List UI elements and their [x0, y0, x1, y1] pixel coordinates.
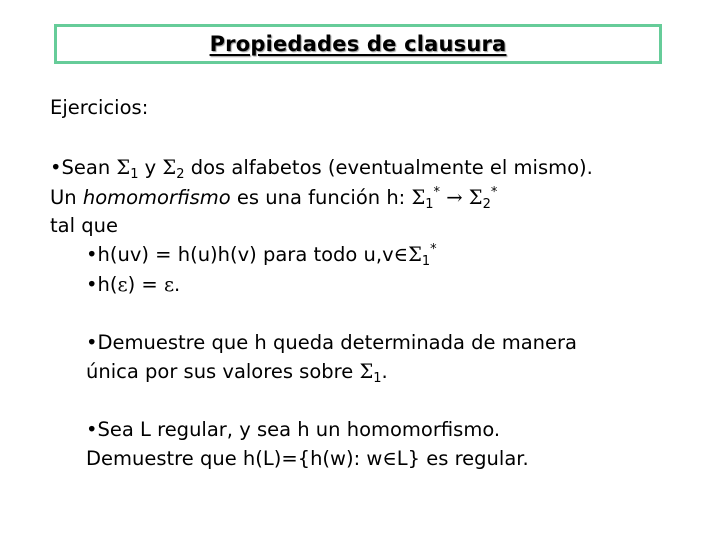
element-of-symbol: ∈: [382, 447, 397, 470]
para1-item1: •h(uv) = h(u)h(v) para todo $u,v\in\Sigma_1^*$: [86, 242, 437, 269]
title-box: [54, 24, 662, 64]
bullet: •: [86, 331, 98, 354]
section-label: Ejercicios:: [50, 96, 149, 119]
epsilon-symbol: ε: [163, 273, 175, 296]
para1-line3: tal que: [50, 214, 118, 237]
sigma-symbol: Σ: [162, 156, 177, 179]
para2-line2: única por sus valores sobre $\Sigma_1$.: [86, 360, 388, 386]
bullet: •: [50, 156, 62, 179]
para2-line1: •Demuestre que h queda determinada de manera: [86, 331, 577, 354]
bullet: •: [86, 273, 98, 296]
sigma-symbol: Σ: [408, 243, 422, 266]
homomorfismo-term: homomorfismo: [82, 186, 231, 209]
para3-line1: •Sea L regular, y sea h un homomorfismo.: [86, 418, 501, 441]
para3-line2: Demuestre que h(L)={h(w): w∈L} es regular.: [86, 447, 529, 470]
bullet: •: [86, 243, 98, 266]
para1-line2: Un homomorfismo es una función h: $\Sigma_1^* \to \Sigma_2^*$: [50, 185, 498, 212]
sigma-symbol: Σ: [411, 186, 426, 209]
bullet: •: [86, 418, 98, 441]
sigma-symbol: Σ: [116, 156, 131, 179]
sigma-symbol: Σ: [468, 186, 483, 209]
slide-title: Propiedades de clausura: [209, 32, 507, 56]
arrow-right-icon: →: [440, 186, 469, 209]
para1-line1: •Sean $\Sigma_1$ y $\Sigma_2$ dos alfabetos (eventualmente el mismo).: [50, 156, 593, 182]
element-of-symbol: ∈: [393, 243, 409, 266]
para1-item2: •h(ε) = ε.: [86, 273, 181, 296]
sigma-symbol: Σ: [359, 360, 374, 383]
epsilon-symbol: ε: [117, 273, 128, 296]
